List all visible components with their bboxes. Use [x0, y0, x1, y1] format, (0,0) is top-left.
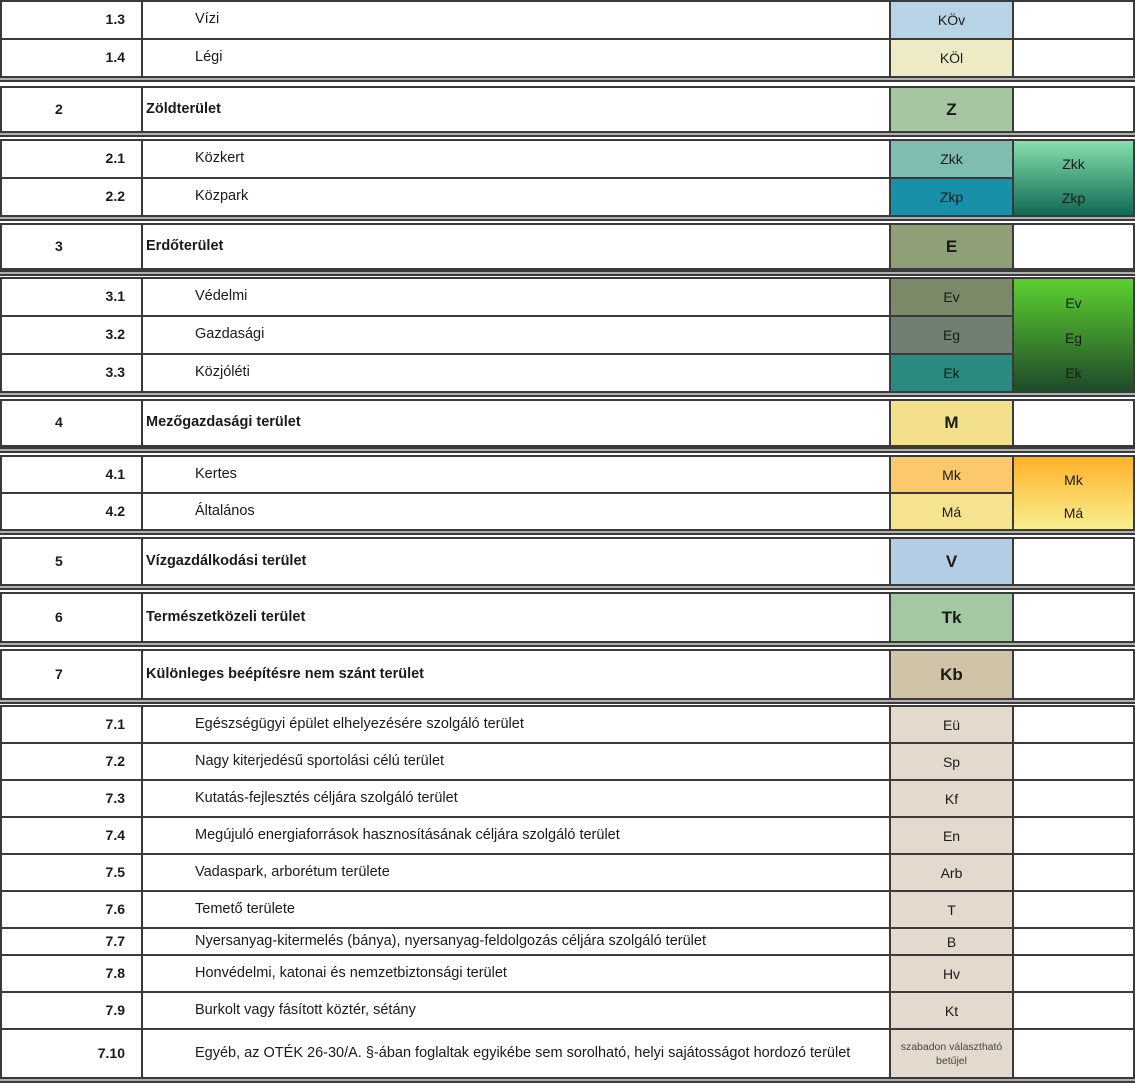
row-number: 3.3	[105, 364, 125, 380]
column-border	[1012, 1028, 1014, 1079]
column-border	[141, 223, 143, 270]
column-border	[0, 890, 2, 929]
code-swatch: Eü	[891, 707, 1012, 742]
column-border	[889, 853, 891, 892]
column-border	[141, 954, 143, 993]
column-border	[889, 649, 891, 700]
column-border	[0, 38, 2, 78]
column-border	[1012, 649, 1014, 700]
row-border	[0, 223, 1135, 225]
code-swatch: Ev	[891, 279, 1012, 315]
row-number: 6	[55, 608, 63, 625]
column-border	[0, 954, 2, 993]
code-swatch: Z	[891, 88, 1012, 131]
group-label: Ev	[1065, 294, 1082, 311]
column-border	[0, 705, 2, 744]
code-swatch: Hv	[891, 956, 1012, 991]
row-name: Megújuló energiaforrások hasznosításának céljára szolgáló terület	[195, 826, 620, 843]
column-border	[1012, 705, 1014, 744]
row-border	[0, 38, 1135, 40]
row-border	[0, 139, 1135, 141]
row-name: Egészségügyi épület elhelyezésére szolgáló terület	[195, 715, 524, 732]
code-swatch: Eg	[891, 317, 1012, 353]
code-swatch: Zkk	[891, 141, 1012, 177]
column-border	[141, 592, 143, 643]
row-border	[0, 853, 1135, 855]
row-border	[0, 1028, 1135, 1030]
column-border	[0, 86, 2, 133]
row-number: 7.4	[105, 826, 125, 843]
row-border	[0, 779, 1135, 781]
row-number: 4.1	[105, 465, 125, 482]
section-separator	[0, 215, 1135, 221]
section-separator	[0, 391, 1135, 397]
row-border	[0, 991, 1135, 993]
row-name: Mezőgazdasági terület	[146, 414, 301, 430]
group-gradient-swatch	[1014, 279, 1133, 391]
row-name: Közkert	[195, 150, 245, 166]
column-border	[141, 537, 143, 586]
group-gradient-swatch	[1014, 457, 1133, 529]
column-border	[889, 492, 891, 531]
column-border	[0, 991, 2, 1030]
column-border	[0, 223, 2, 270]
row-number: 7.3	[105, 789, 125, 806]
code-swatch: KÖv	[891, 2, 1012, 38]
column-border	[889, 139, 891, 179]
row-border	[0, 399, 1135, 401]
column-border	[141, 277, 143, 317]
column-border	[141, 177, 143, 217]
row-border	[0, 649, 1135, 651]
row-border	[0, 954, 1135, 956]
code-swatch: Tk	[891, 594, 1012, 641]
row-name: Közjóléti	[195, 364, 250, 380]
column-border	[0, 1028, 2, 1079]
row-border	[0, 177, 1135, 179]
column-border	[889, 277, 891, 317]
column-border	[1012, 927, 1014, 956]
row-name: Egyéb, az OTÉK 26-30/A. §-ában foglaltak egyikébe sem sorolható, helyi sajátosságot hordozó terület	[195, 1044, 851, 1061]
group-label: Zkp	[1061, 190, 1086, 206]
row-name: Különleges beépítésre nem szánt terület	[146, 665, 424, 682]
row-border	[0, 86, 1135, 88]
row-number: 2	[55, 100, 63, 117]
row-number: 4	[55, 414, 63, 430]
column-border	[889, 816, 891, 855]
row-number: 7.10	[97, 1044, 125, 1061]
group-label: Mk	[1064, 471, 1083, 488]
column-border	[1012, 592, 1014, 643]
column-border	[1012, 399, 1014, 447]
column-border	[0, 492, 2, 531]
row-number: 3.1	[105, 288, 125, 304]
column-border	[889, 927, 891, 956]
column-border	[889, 177, 891, 217]
row-border	[0, 277, 1135, 279]
group-label: Eg	[1064, 329, 1083, 346]
column-border	[0, 0, 2, 40]
row-number: 7.1	[105, 715, 125, 732]
column-border	[0, 779, 2, 818]
column-border	[0, 592, 2, 643]
column-border	[1012, 890, 1014, 929]
column-border	[0, 649, 2, 700]
column-border	[141, 742, 143, 781]
section-separator	[0, 584, 1135, 590]
column-border	[1012, 991, 1014, 1030]
code-swatch: Kb	[891, 651, 1012, 698]
section-separator	[0, 641, 1135, 647]
row-border	[0, 455, 1135, 457]
row-name: Közpark	[195, 188, 249, 204]
column-border	[141, 315, 143, 355]
row-name: Vadaspark, arborétum területe	[195, 863, 390, 880]
group-gradient-swatch	[1014, 141, 1133, 215]
column-border	[889, 86, 891, 133]
row-name: Honvédelmi, katonai és nemzetbiztonsági terület	[195, 964, 507, 981]
code-swatch: En	[891, 818, 1012, 853]
row-number: 7.2	[105, 752, 125, 769]
column-border	[0, 315, 2, 355]
row-number: 7.5	[105, 863, 125, 880]
row-name: Burkolt vagy fásított köztér, sétány	[195, 1001, 416, 1018]
section-separator	[0, 1077, 1135, 1083]
column-border	[0, 537, 2, 586]
column-border	[1012, 38, 1014, 78]
code-swatch: Mk	[891, 457, 1012, 492]
column-border	[141, 492, 143, 531]
column-border	[889, 315, 891, 355]
column-border	[141, 38, 143, 78]
row-number: 7.6	[105, 900, 125, 917]
column-border	[889, 890, 891, 929]
column-border	[889, 399, 891, 447]
row-name: Gazdasági	[195, 326, 265, 342]
row-name: Kertes	[195, 465, 237, 482]
column-border	[141, 991, 143, 1030]
row-number: 1.3	[105, 11, 125, 27]
row-name: Nyersanyag-kitermelés (bánya), nyersanyag-feldolgozás céljára szolgáló terület	[195, 932, 706, 949]
column-border	[141, 1028, 143, 1079]
section-separator	[0, 76, 1135, 82]
section-separator	[0, 131, 1135, 137]
column-border	[141, 816, 143, 855]
code-swatch: KÖl	[891, 40, 1012, 76]
column-border	[0, 927, 2, 956]
column-border	[141, 927, 143, 956]
row-number: 7.8	[105, 964, 125, 981]
section-separator	[0, 447, 1135, 453]
row-number: 4.2	[105, 502, 125, 519]
row-number: 1.4	[105, 49, 125, 65]
column-border	[889, 742, 891, 781]
code-swatch: B	[891, 929, 1012, 954]
row-border	[0, 353, 1135, 355]
section-separator	[0, 270, 1135, 276]
column-border	[889, 223, 891, 270]
column-border	[889, 705, 891, 744]
column-border	[1012, 853, 1014, 892]
code-swatch: Sp	[891, 744, 1012, 779]
code-swatch: Ek	[891, 355, 1012, 391]
column-border	[141, 705, 143, 744]
column-border	[141, 139, 143, 179]
column-border	[141, 853, 143, 892]
column-border	[1012, 537, 1014, 586]
column-border	[889, 991, 891, 1030]
row-border	[0, 492, 1135, 494]
row-name: Vízgazdálkodási terület	[146, 552, 307, 569]
row-border	[0, 315, 1135, 317]
group-label: Zkk	[1062, 156, 1085, 172]
row-border	[0, 0, 1135, 2]
group-label: Má	[1063, 504, 1084, 521]
row-name: Kutatás-fejlesztés céljára szolgáló terület	[195, 789, 458, 806]
column-border	[0, 742, 2, 781]
row-border	[0, 816, 1135, 818]
row-name: Zöldterület	[146, 100, 221, 117]
column-border	[889, 779, 891, 818]
column-border	[0, 139, 2, 179]
column-border	[889, 0, 891, 40]
column-border	[1012, 954, 1014, 993]
column-border	[1012, 0, 1014, 40]
column-border	[1012, 816, 1014, 855]
column-border	[889, 38, 891, 78]
column-border	[0, 177, 2, 217]
row-name: Légi	[195, 49, 223, 65]
row-border	[0, 742, 1135, 744]
row-border	[0, 537, 1135, 539]
code-swatch: Arb	[891, 855, 1012, 890]
column-border	[141, 0, 143, 40]
row-number: 2.2	[105, 188, 125, 204]
column-border	[141, 353, 143, 393]
column-border	[141, 649, 143, 700]
row-name: Vízi	[195, 11, 220, 27]
section-separator	[0, 698, 1135, 704]
row-border	[0, 592, 1135, 594]
row-border	[0, 705, 1135, 707]
code-swatch: E	[891, 225, 1012, 268]
row-border	[0, 890, 1135, 892]
row-name: Nagy kiterjedésű sportolási célú terület	[195, 752, 445, 769]
row-number: 7.9	[105, 1001, 125, 1018]
column-border	[0, 455, 2, 494]
row-name: Védelmi	[195, 288, 248, 304]
code-swatch: Kt	[891, 993, 1012, 1028]
column-border	[0, 816, 2, 855]
code-swatch: Kf	[891, 781, 1012, 816]
row-number: 2.1	[105, 150, 125, 166]
column-border	[141, 890, 143, 929]
row-border	[0, 927, 1135, 929]
column-border	[889, 592, 891, 643]
section-separator	[0, 529, 1135, 535]
column-border	[141, 455, 143, 494]
column-border	[1012, 86, 1014, 133]
code-swatch: T	[891, 892, 1012, 927]
group-label: Ek	[1065, 365, 1082, 382]
column-border	[1012, 742, 1014, 781]
code-swatch: szabadon választható betűjel	[891, 1030, 1012, 1077]
code-swatch: V	[891, 539, 1012, 584]
row-number: 5	[55, 552, 63, 569]
code-swatch: Má	[891, 494, 1012, 529]
column-border	[889, 537, 891, 586]
column-border	[889, 353, 891, 393]
column-border	[889, 1028, 891, 1079]
column-border	[0, 399, 2, 447]
row-name: Temető területe	[195, 900, 295, 917]
column-border	[141, 86, 143, 133]
column-border	[889, 954, 891, 993]
column-border	[1012, 223, 1014, 270]
row-name: Általános	[195, 502, 255, 519]
column-border	[0, 277, 2, 317]
code-swatch: M	[891, 401, 1012, 445]
row-number: 3.2	[105, 326, 125, 342]
column-border	[141, 779, 143, 818]
column-border	[889, 455, 891, 494]
column-border	[1012, 779, 1014, 818]
row-number: 3	[55, 237, 63, 254]
column-border	[141, 399, 143, 447]
row-number: 7	[55, 665, 63, 682]
row-number: 7.7	[105, 932, 125, 949]
column-border	[0, 353, 2, 393]
row-name: Erdőterület	[146, 237, 224, 254]
code-swatch: Zkp	[891, 179, 1012, 215]
row-name: Természetközeli terület	[146, 608, 306, 625]
column-border	[0, 853, 2, 892]
